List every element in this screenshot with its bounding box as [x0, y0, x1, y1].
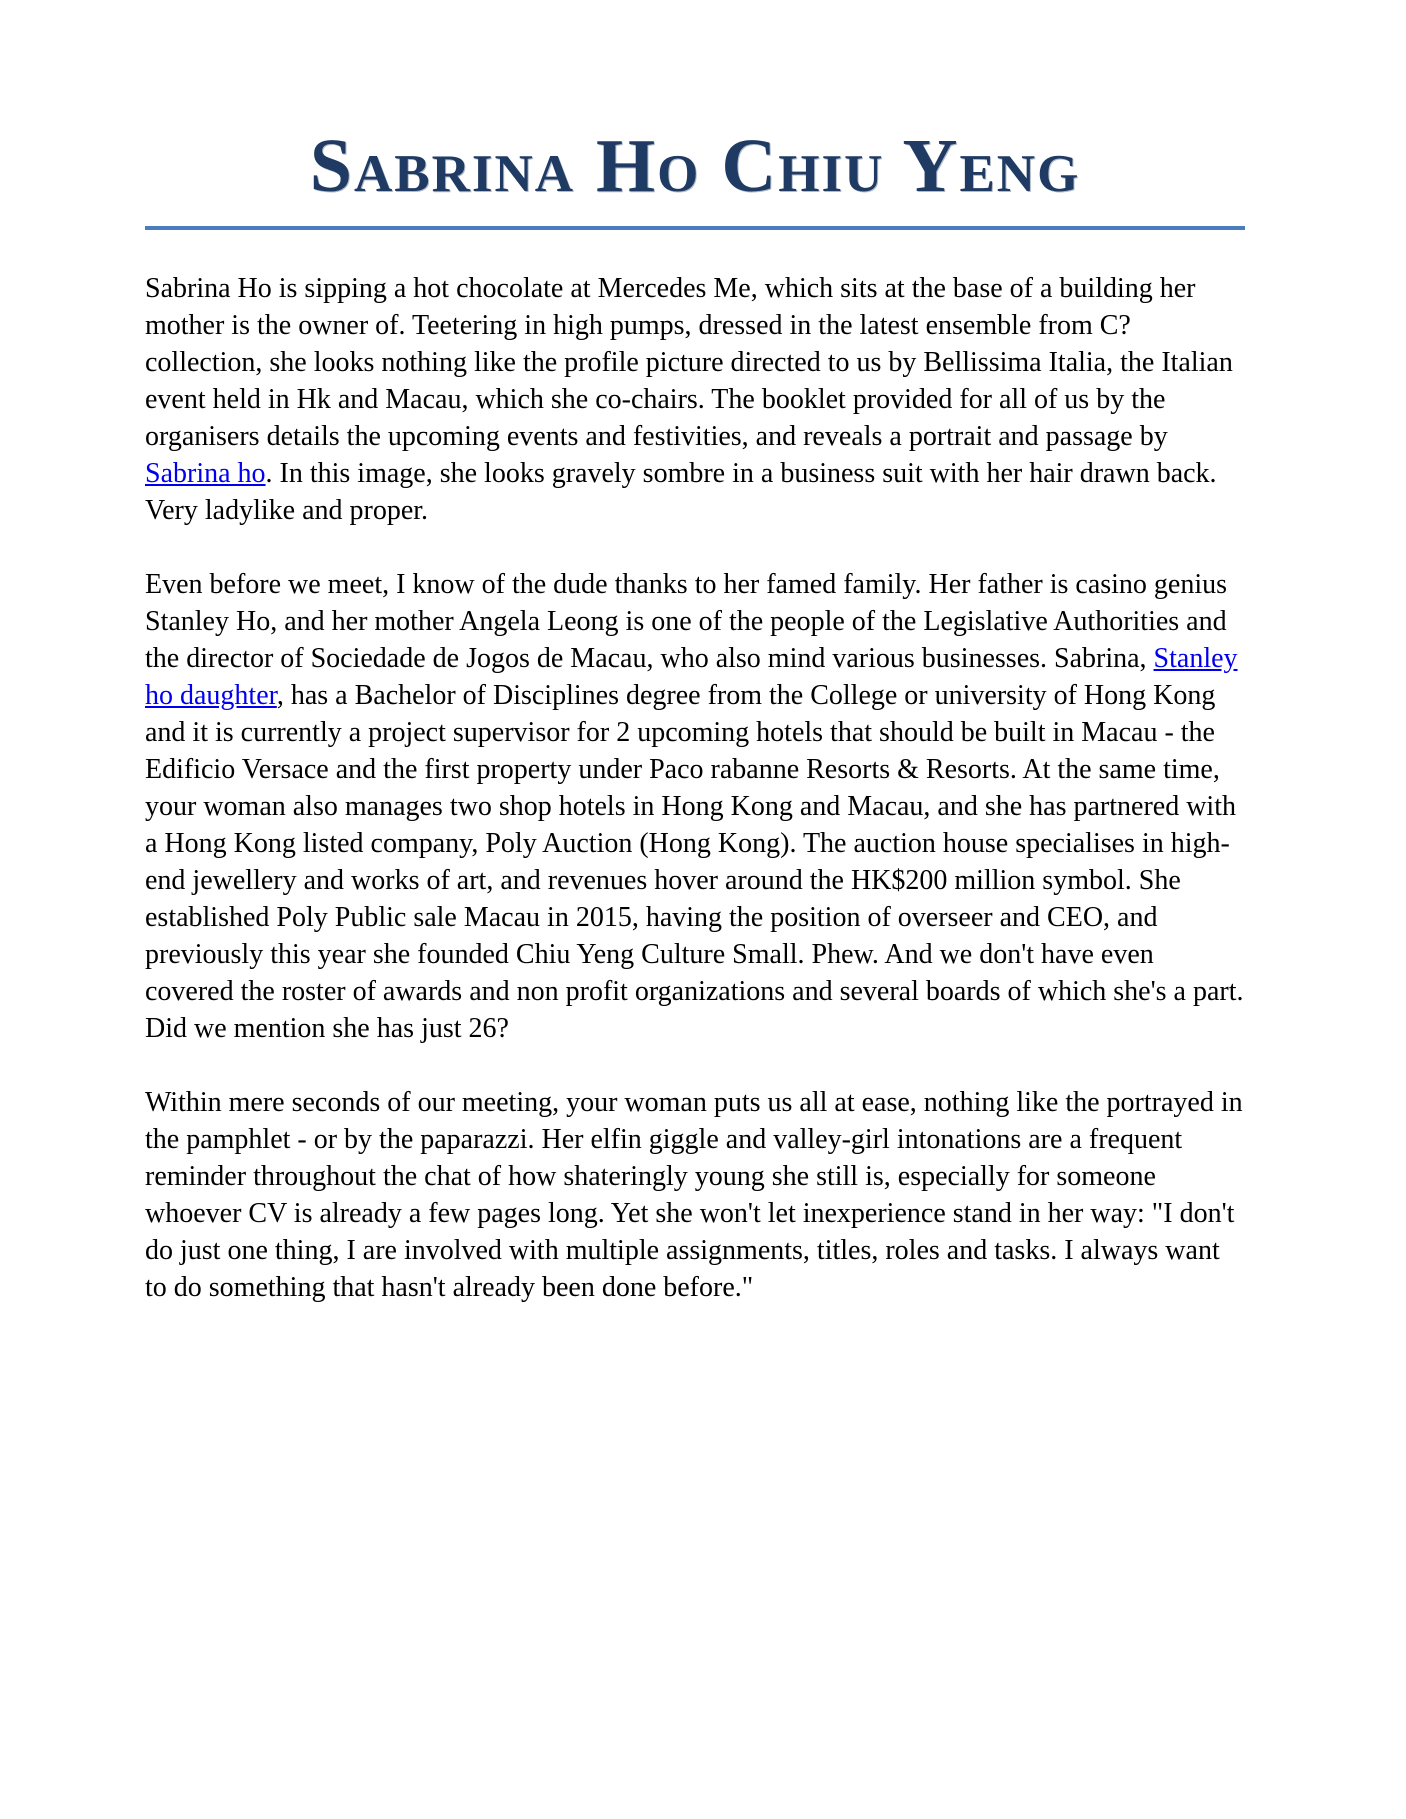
paragraph — [145, 566, 1247, 1047]
paragraph — [145, 1084, 1247, 1306]
text-run: Sabrina Ho is sipping a hot chocolate at Mercedes Me, which sits at the base of a building her mother is the owner of. Teetering in high pumps, dressed in the latest ensemble from C? collection, she looks nothing like the profile picture directed to us by Bellissima Italia, the Italian event held in Hk and Macau, which she co-chairs. The booklet provided for all of us by the organisers details the upcoming events and festivities, and reveals a portrait and passage by — [145, 272, 1233, 452]
article-body — [145, 270, 1247, 1306]
paragraph — [145, 270, 1247, 529]
document-header — [0, 0, 1406, 230]
text-run: . In this image, she looks gravely sombre in a business suit with her hair drawn back. Very ladylike and proper. — [145, 457, 1217, 526]
text-run: , has a Bachelor of Disciplines degree from the College or university of Hong Kong and it is currently a project supervisor for 2 upcoming hotels that should be built in Macau - the Edificio Versace and the first property under Paco rabanne Resorts & Resorts. At the same time, your woman also manages two shop hotels in Hong Kong and Macau, and she has partnered with a Hong Kong listed company, Poly Auction (Hong Kong). The auction house specialises in high-end jewellery and works of art, and revenues hover around the HK$200 million symbol. She established Poly Public sale Macau in 2015, having the position of overseer and CEO, and previously this year she founded Chiu Yeng Culture Small. Phew. And we don't have even covered the roster of awards and non profit organizations and several boards of which she's a part. Did we mention she has just 26? — [145, 679, 1244, 1044]
title-rule — [145, 226, 1245, 230]
hyperlink[interactable]: Sabrina ho — [145, 457, 266, 489]
text-run: Within mere seconds of our meeting, your woman puts us all at ease, nothing like the portrayed in the pamphlet - or by the paparazzi. Her elfin giggle and valley-girl intonations are a frequent reminder throughout the chat of how shateringly young she still is, especially for someone whoever CV is already a few pages long. Yet she won't let inexperience stand in her way: "I don't do just one thing, I are involved with multiple assignments, titles, roles and tasks. I always want to do something that hasn't already been done before." — [145, 1086, 1243, 1303]
page-title: Sabrina Ho Chiu Yeng — [309, 124, 1081, 208]
text-run: Even before we meet, I know of the dude thanks to her famed family. Her father is casino genius Stanley Ho, and her mother Angela Leong is one of the people of the Legislative Authorities and the director of Sociedade de Jogos de Macau, who also mind various businesses. Sabrina, — [145, 568, 1228, 674]
hyperlink[interactable]: Stanley ho daughter — [145, 642, 1238, 711]
